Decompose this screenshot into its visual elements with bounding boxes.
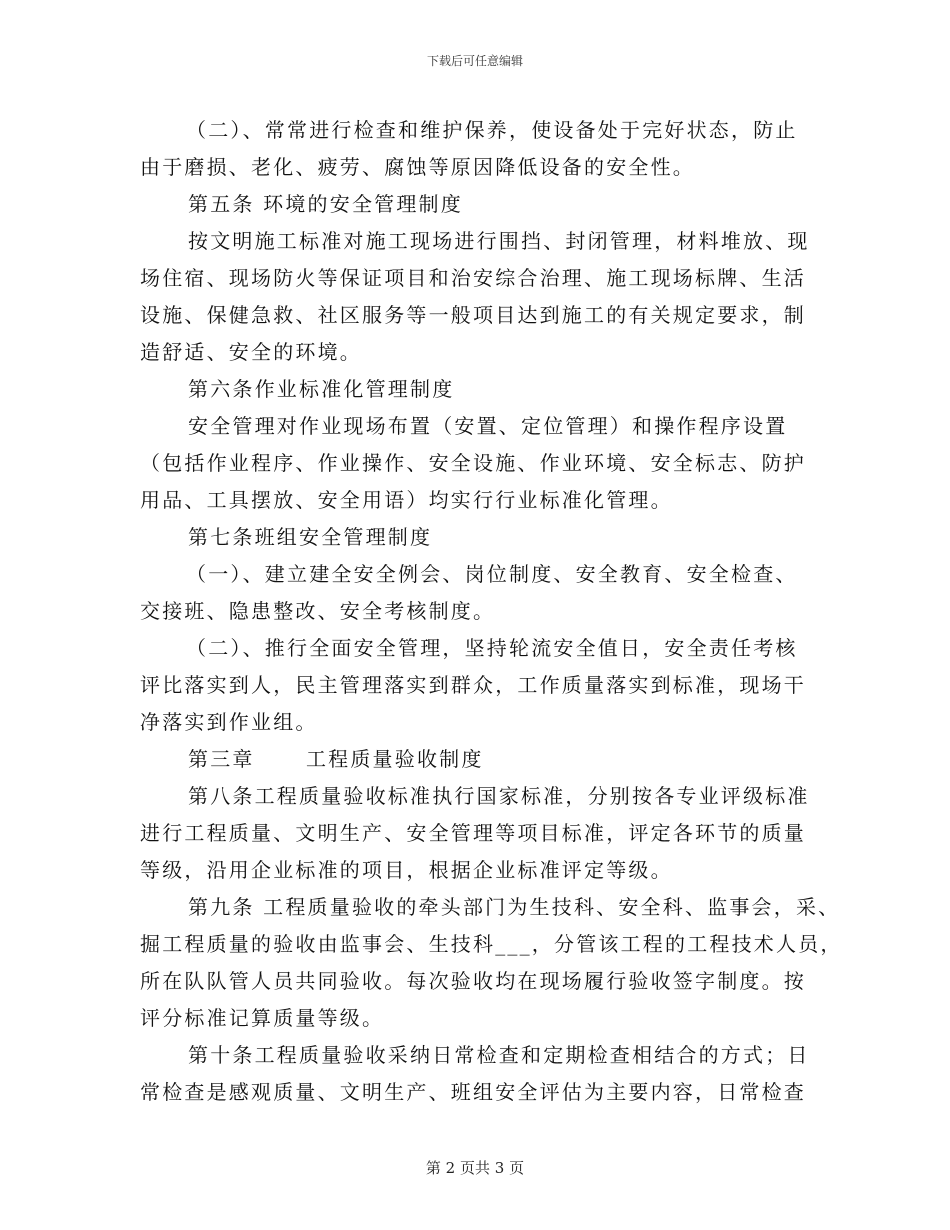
- text-line: 由于磨损、老化、疲劳、腐蚀等原因降低设备的安全性。: [140, 155, 695, 179]
- page-footer: 第 2 页共 3 页: [425, 1159, 525, 1177]
- text-line: （二）、推行全面安全管理，坚持轮流安全值日，安全责任考核: [186, 636, 798, 660]
- text-line: 等级，沿用企业标准的项目，根据企业标准评定等级。: [140, 858, 673, 882]
- page-header: 下载后可任意编辑: [426, 54, 523, 68]
- section-heading: 第六条作业标准化管理制度: [188, 377, 455, 401]
- text-line: 评比落实到人，民主管理落实到群众，工作质量落实到标准，现场干: [140, 673, 806, 697]
- text-line: 按文明施工标准对施工现场进行围挡、封闭管理，材料堆放、现: [188, 229, 810, 253]
- text-line: 安全管理对作业现场布置（安置、定位管理）和操作程序设置: [188, 414, 788, 438]
- section-heading: 第五条 环境的安全管理制度: [188, 192, 463, 216]
- text-line: 常检查是感观质量、文明生产、班组安全评估为主要内容，日常检查: [140, 1080, 806, 1104]
- text-line: （包括作业程序、作业操作、安全设施、作业环境、安全标志、防护: [140, 451, 806, 475]
- text-line: 第十条工程质量验收采纳日常检查和定期检查相结合的方式；日: [188, 1043, 810, 1067]
- text-line: （一）、建立建全安全例会、岗位制度、安全教育、安全检查、: [186, 562, 798, 586]
- text-line: 所在队队管人员共同验收。每次验收均在现场履行验收签字制度。按: [140, 969, 806, 993]
- chapter-heading: 第三章 工程质量验收制度: [188, 747, 484, 771]
- text-line: 设施、保健急救、社区服务等一般项目达到施工的有关规定要求，制: [140, 303, 806, 327]
- text-line: 交接班、隐患整改、安全考核制度。: [140, 599, 496, 623]
- text-line: 用品、工具摆放、安全用语）均实行行业标准化管理。: [140, 488, 673, 512]
- text-line: 造舒适、安全的环境。: [140, 340, 362, 364]
- text-line: 进行工程质量、文明生产、安全管理等项目标准，评定各环节的质量: [140, 821, 806, 845]
- text-line: 第九条 工程质量验收的牵头部门为生技科、安全科、监事会，采、: [188, 895, 841, 919]
- text-line: 净落实到作业组。: [140, 710, 318, 734]
- text-line: 第八条工程质量验收标准执行国家标准，分别按各专业评级标准: [188, 784, 810, 808]
- section-heading: 第七条班组安全管理制度: [188, 525, 433, 549]
- text-line: （二）、常常进行检查和维护保养，使设备处于完好状态，防止: [186, 118, 798, 142]
- text-line: 评分标准记算质量等级。: [140, 1006, 385, 1030]
- text-line: 掘工程质量的验收由监事会、生技科___，分管该工程的工程技术人员，: [140, 932, 843, 956]
- text-line: 场住宿、现场防火等保证项目和治安综合治理、施工现场标牌、生活: [140, 266, 806, 290]
